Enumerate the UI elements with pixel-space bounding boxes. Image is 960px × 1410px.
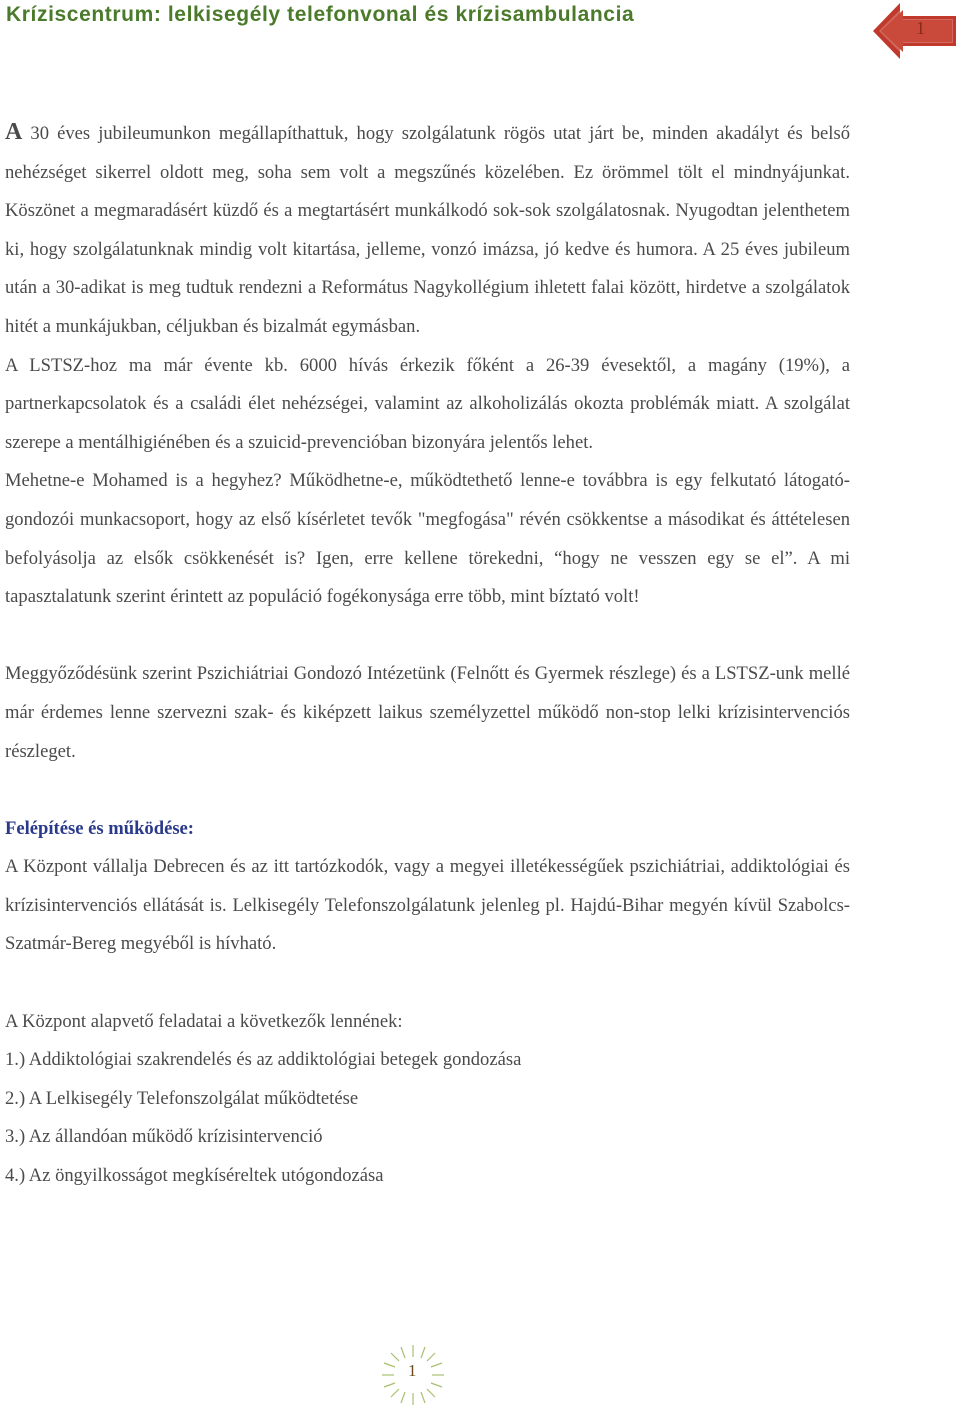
footer-page-number: 1 [408,1361,417,1380]
paragraph-intro-text: 30 éves jubileumunkon megállapíthattuk, hogy szolgálatunk rögös utat járt be, minden akadályt és belső nehézséget sikerrel oldott meg, soha sem volt a megszűnés közelében. Ez örömmel tölt el mindnyájunkat. Köszönet a megmaradásért küzdő és a megtartásért munkálkodó sok-sok szolgálatosnak. Nyugodtan jelenthetem ki, hogy szolgálatunknak mindig volt kitartása, jelleme, vonzó imázsa, jó kedve és humora. A 25 éves jubileum után a 30-adikat is meg tudtuk rendezni a Református Nagykollégium ihletett falai között, hirdetve a szolgálatok hitét a munkájukban, céljukban és bizalmát egymásban. [5,123,850,337]
paragraph-intro [5,113,850,347]
arrow-badge-icon [872,2,958,60]
document-title: Kríziscentrum: lelkisegély telefonvonal és krízisambulancia [6,3,635,26]
page-number-badge [872,2,958,60]
list-item: 4.) Az öngyilkosságot megkíséreltek utógondozása [5,1165,384,1187]
section-heading: Felépítése és működése: [5,817,194,839]
paragraph-conviction: Meggyőződésünk szerint Pszichiátriai Gondozó Intézetünk (Felnőtt és Gyermek részlege) és a LSTSZ-unk mellé már érdemes lenne szervezni szak- és kiképzett laikus személyzettel működő non-stop lelki krízisintervenciós részleget. [5,663,850,762]
list-item: 3.) Az állandóan működő krízisintervenció [5,1126,323,1148]
document-body [5,113,850,1196]
paragraph-lstsz: A LSTSZ-hoz ma már évente kb. 6000 hívás érkezik főként a 26-39 évesektől, a magány (19%), a partnerkapcsolatok és a családi élet nehézségei, valamint az alkoholizálás okozta problémák miatt. A szolgálat szerepe a mentálhigiénében és a szuicid-prevencióban bizonyára jelentős lehet. [5,354,850,453]
paragraph-mohamed: Mehetne-e Mohamed is a hegyhez? Működhetne-e, működtethető lenne-e továbbra is egy felkutató látogató-gondozói munkacsoport, hogy az első kísérletet tevők "megfogása" révén csökkentse a másodikat és áttételesen befolyásolja az elsők csökkenését is? Igen, erre kellene törekedni, “hogy ne vesszen egy se el”. A mi tapasztalatunk szerint érintett az populáció fogékonysága erre több, mint bíztató volt! [5,470,850,608]
list-item: 2.) A Lelkisegély Telefonszolgálat működtetése [5,1087,359,1109]
list-item: 1.) Addiktológiai szakrendelés és az addiktológiai betegek gondozása [5,1049,522,1071]
drop-cap: A [5,119,23,145]
paragraph-structure: A Központ vállalja Debrecen és az itt tartózkodók, vagy a megyei illetékességűek pszichiátriai, addiktológiai és krízisintervenciós ellátását is. Lelkisegély Telefonszolgálatunk jelenleg pl. Hajdú-Bihar megyén kívül Szabolcs-Szatmár-Bereg megyéből is hívható. [5,856,850,955]
footer-page-badge [378,1343,448,1407]
list-intro: A Központ alapvető feladatai a következők lennének: [5,1010,403,1032]
header-page-number: 1 [916,18,925,38]
